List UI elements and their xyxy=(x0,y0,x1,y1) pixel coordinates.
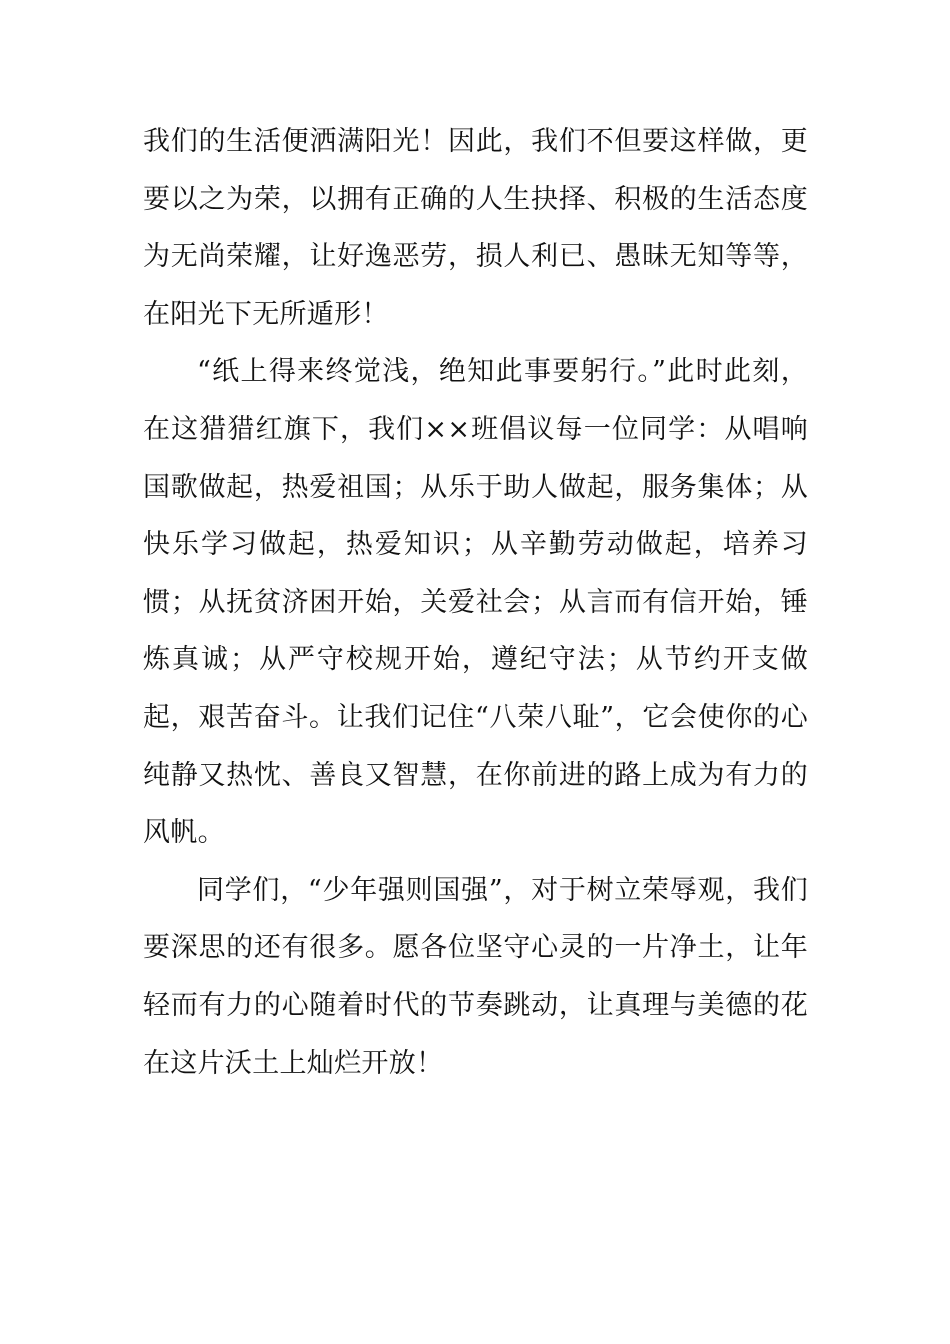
document-body xyxy=(143,113,808,1092)
paragraph-2: “纸上得来终觉浅，绝知此事要躬行。”此时此刻，在这猎猎红旗下，我们××班倡议每一位同学：从唱响国歌做起，热爱祖国；从乐于助人做起，服务集体；从快乐学习做起，热爱知识；从辛勤劳动做起，培养习惯；从抚贫济困开始，关爱社会；从言而有信开始，锤炼真诚；从严守校规开始，遵纪守法；从节约开支做起，艰苦奋斗。让我们记住“八荣八耻”，它会使你的心纯静又热忱、善良又智慧，在你前进的路上成为有力的风帆。 xyxy=(143,356,808,849)
paragraph-3: 同学们，“少年强则国强”，对于树立荣辱观，我们要深思的还有很多。愿各位坚守心灵的一片净土，让年轻而有力的心随着时代的节奏跳动，让真理与美德的花在这片沃土上灿烂开放！ xyxy=(143,874,808,1079)
paragraph-1: 我们的生活便洒满阳光！因此，我们不但要这样做，更要以之为荣，以拥有正确的人生抉择、积极的生活态度为无尚荣耀，让好逸恶劳，损人利已、愚昧无知等等，在阳光下无所遁形！ xyxy=(143,126,808,330)
